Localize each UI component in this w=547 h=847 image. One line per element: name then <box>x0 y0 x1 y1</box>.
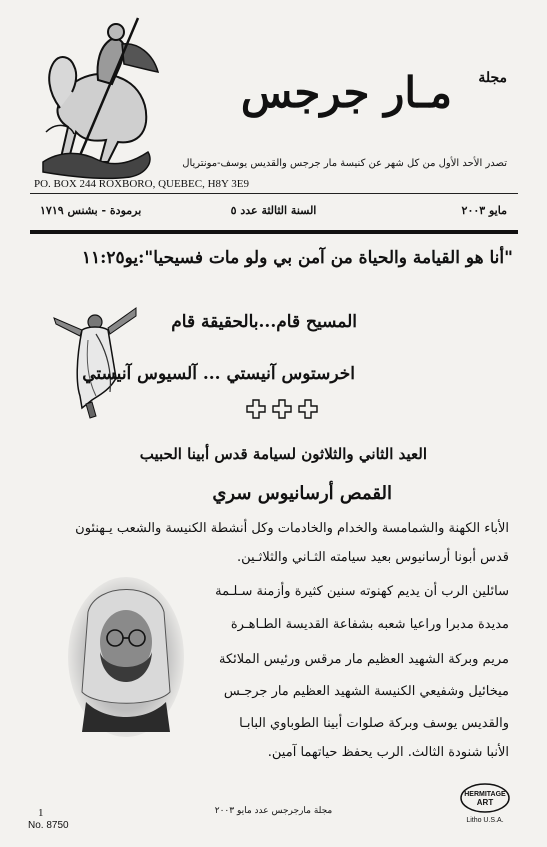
risen-christ-image <box>52 300 138 420</box>
masthead-magazine-word: مجلة <box>478 70 507 86</box>
issue-date: مايو ٢٠٠٣ <box>461 204 507 217</box>
body-line: مديدة مدبرا وراعيا شعبه بشفاعة القديسة الطـاهـرة <box>230 617 509 632</box>
headline-scripture-quote: "أنا هو القيامة والحياة من آمن بي ولو مات فسيحيا":يو١١:٢٥ <box>81 248 513 268</box>
printer-brand-line1: HERMITAGE <box>464 791 506 798</box>
easter-greeting-coptic: اخرستوس آنيستي ... آلسيوس آنيستي <box>82 364 355 384</box>
masthead-tagline: تصدر الأحد الأول من كل شهر عن كنيسة مار جرجس والقديس يوسف-مونتريال <box>182 158 507 169</box>
page-number: 1 <box>38 807 44 819</box>
issue-year-volume: السنة الثالثة عدد ٥ <box>230 204 317 217</box>
body-line: الأنبا شنودة الثالث. الرب يحفظ حياتهما آمين. <box>267 745 509 760</box>
printer-sub: Litho U.S.A. <box>466 817 504 824</box>
priest-portrait <box>66 572 186 737</box>
printer-logo <box>459 778 511 828</box>
priest-name: القمص أرسانيوس سري <box>212 483 392 504</box>
masthead-title: مـار جرجس <box>240 68 452 117</box>
copy-number: No. 8750 <box>28 820 69 831</box>
body-line: مريم وبركة الشهيد العظيم مار مرقس ورئيس الملائكة <box>219 652 509 667</box>
three-crosses-ornament <box>245 398 325 420</box>
easter-greeting-arabic: المسيح قام...بالحقيقة قام <box>171 312 357 332</box>
footer-caption: مجلة مارجرجس عدد مايو ٢٠٠٣ <box>214 806 333 816</box>
masthead-divider <box>30 193 518 194</box>
issue-coptic-date: برمودة - بشنس ١٧١٩ <box>40 204 142 217</box>
saint-george-emblem <box>38 12 168 182</box>
body-line: الأباء الكهنة والشمامسة والخدام والخادمات وكل أنشطة الكنيسة والشعب يـهنئون <box>75 521 509 536</box>
body-line: سائلين الرب أن يديم كهنوته سنين كثيرة وأزمنة سـلـمة <box>215 584 509 599</box>
body-line: قدس أبونا أرسانيوس بعيد سيامته الثـاني والثلاثـين. <box>237 550 509 565</box>
anniversary-title: العيد الثاني والثلاثون لسيامة قدس أبينا الحبيب <box>139 445 427 463</box>
body-line: والقديس يوسف وبركة صلوات أبينا الطوباوي البابـا <box>239 716 509 731</box>
header-thick-divider <box>30 230 518 234</box>
postal-address: PO. BOX 244 ROXBORO, QUEBEC, H8Y 3E9 <box>34 178 250 190</box>
printer-brand-line2: ART <box>476 798 494 807</box>
body-line: ميخائيل وشفيعي الكنيسة الشهيد العظيم مار جرجـس <box>223 684 509 699</box>
